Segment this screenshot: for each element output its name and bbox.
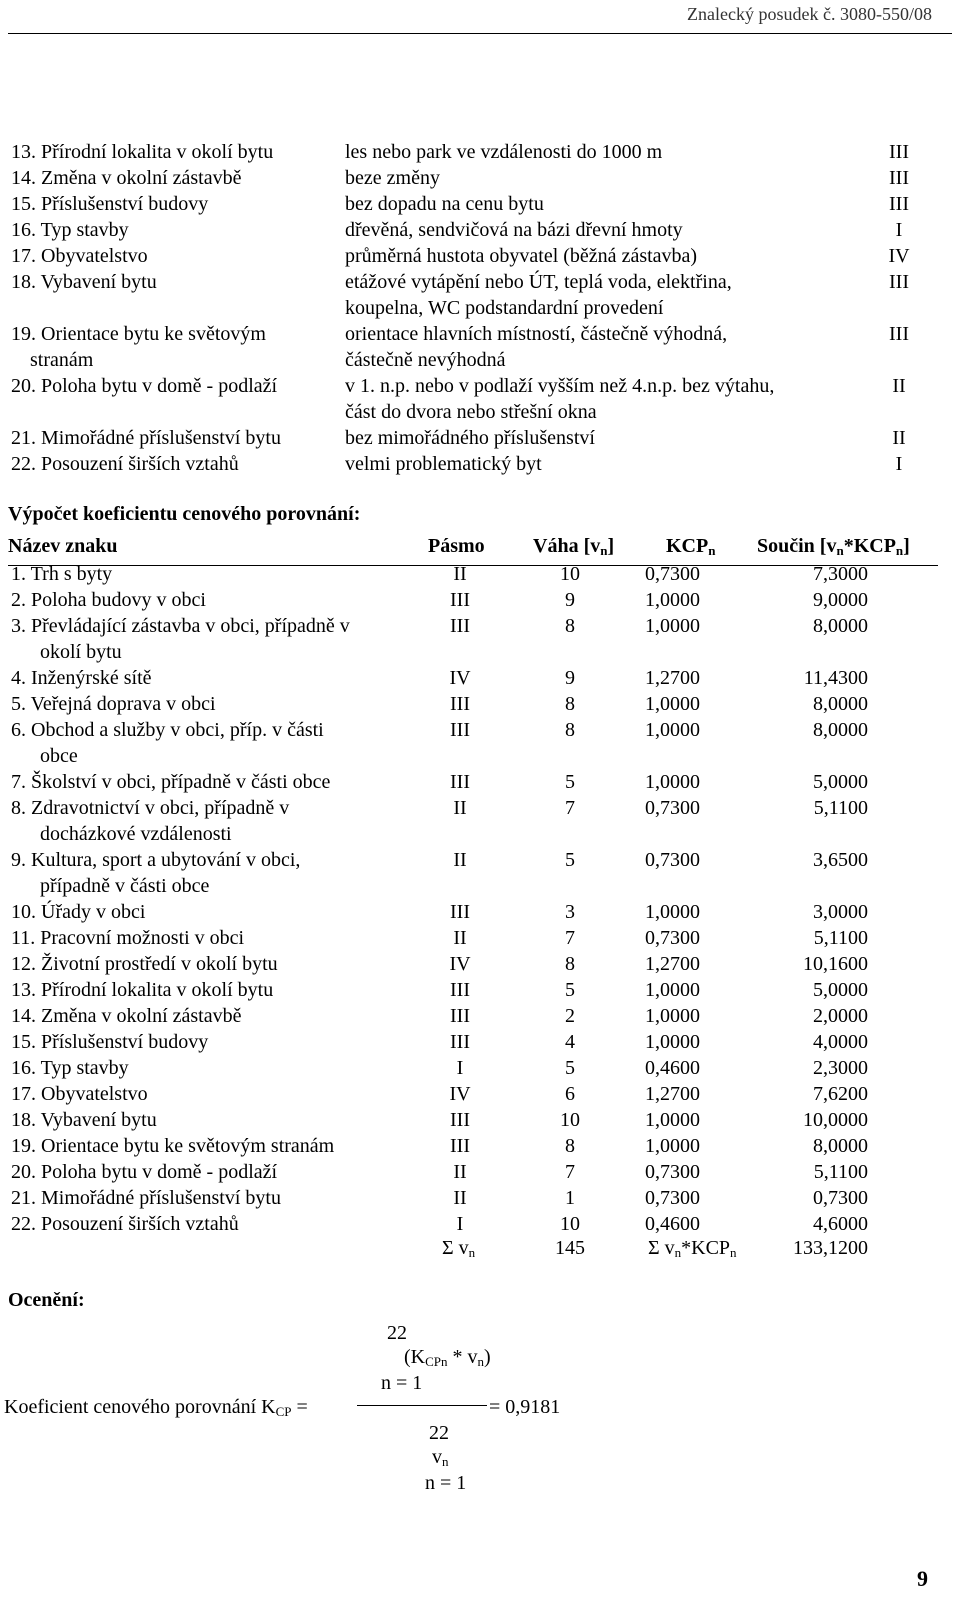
row-product: 3,0000	[813, 901, 868, 923]
row-weight: 10	[560, 563, 580, 585]
row-name: 22. Posouzení širších vztahů	[11, 1213, 239, 1235]
condition-name: 16. Typ stavby	[11, 219, 129, 241]
row-kcp: 0,7300	[645, 927, 700, 949]
row-name: 5. Veřejná doprava v obci	[11, 693, 216, 715]
row-name: 14. Změna v okolní zástavbě	[11, 1005, 242, 1027]
condition-band: III	[889, 167, 909, 189]
valuation-title: Ocenění:	[8, 1289, 85, 1311]
row-band: III	[450, 901, 470, 923]
row-weight: 7	[565, 1161, 575, 1183]
row-product: 5,1100	[813, 1161, 868, 1183]
condition-description: dřevěná, sendvičová na bázi dřevní hmoty	[345, 219, 683, 241]
row-kcp: 1,0000	[645, 979, 700, 1001]
row-name: 7. Školství v obci, případně v části obce	[11, 771, 331, 793]
row-band: II	[453, 797, 467, 819]
row-product: 4,6000	[813, 1213, 868, 1235]
col-kcp-header: $KCP_n$	[666, 535, 716, 558]
row-name: 21. Mimořádné příslušenství bytu	[11, 1187, 281, 1209]
row-name: 16. Typ stavby	[11, 1057, 129, 1079]
row-name: 3. Převládající zástavba v obci, případně v	[11, 615, 350, 637]
row-kcp: 0,4600	[645, 1057, 700, 1079]
row-kcp: 1,0000	[645, 1109, 700, 1131]
row-band: IV	[449, 1083, 471, 1105]
row-weight: 8	[565, 953, 575, 975]
row-product: 5,0000	[813, 771, 868, 793]
row-band: II	[453, 563, 467, 585]
row-kcp: 0,7300	[645, 1161, 700, 1183]
sum-v-value: 145	[555, 1237, 585, 1259]
row-product: 8,0000	[813, 615, 868, 637]
condition-band: IV	[888, 245, 910, 267]
row-band: II	[453, 927, 467, 949]
numerator-expression: $(K_{CPn} * v_n)$	[404, 1346, 491, 1369]
row-band: III	[450, 771, 470, 793]
fraction-line	[357, 1405, 487, 1406]
row-weight: 4	[565, 1031, 575, 1053]
row-band: I	[456, 1213, 464, 1235]
row-band: III	[450, 719, 470, 741]
row-name: 1. Trh s byty	[11, 563, 113, 585]
row-weight: 5	[565, 849, 575, 871]
coefficient-label: Koeficient cenového porovnání $K_{CP}$ =	[4, 1396, 308, 1419]
row-weight: 5	[565, 771, 575, 793]
row-kcp: 0,7300	[645, 849, 700, 871]
condition-description: bez mimořádného příslušenství	[345, 427, 595, 449]
denominator-lower-limit: n = 1	[425, 1472, 467, 1494]
col-band-header: Pásmo	[428, 535, 485, 557]
row-weight: 8	[565, 719, 575, 741]
row-kcp: 1,0000	[645, 1005, 700, 1027]
row-product: 10,0000	[803, 1109, 868, 1131]
row-product: 10,1600	[803, 953, 868, 975]
row-product: 7,6200	[813, 1083, 868, 1105]
sum-vk-value: 133,1200	[793, 1237, 868, 1259]
numerator-upper-limit: 22	[387, 1322, 407, 1344]
row-name: 6. Obchod a služby v obci, příp. v části	[11, 719, 324, 741]
page-number: 9	[917, 1566, 928, 1591]
row-weight: 8	[565, 1135, 575, 1157]
row-weight: 6	[565, 1083, 575, 1105]
coefficient-result: = 0,9181	[489, 1396, 561, 1418]
row-kcp: 1,2700	[645, 1083, 700, 1105]
row-band: II	[453, 1161, 467, 1183]
row-band: III	[450, 615, 470, 637]
row-band: III	[450, 1109, 470, 1131]
condition-band: II	[892, 375, 906, 397]
row-product: 8,0000	[813, 693, 868, 715]
row-band: IV	[449, 953, 471, 975]
row-band: III	[450, 693, 470, 715]
row-kcp: 0,7300	[645, 1187, 700, 1209]
condition-band: III	[889, 271, 909, 293]
row-name: 12. Životní prostředí v okolí bytu	[11, 953, 278, 975]
row-weight: 9	[565, 589, 575, 611]
row-kcp: 1,0000	[645, 693, 700, 715]
row-band: III	[450, 589, 470, 611]
row-weight: 8	[565, 693, 575, 715]
condition-band: I	[895, 219, 903, 241]
condition-description: beze změny	[345, 167, 440, 189]
row-kcp: 0,7300	[645, 563, 700, 585]
condition-band: III	[889, 193, 909, 215]
col-product-header: Součin $[v_n*KCP_n]$	[757, 535, 910, 558]
row-kcp: 0,4600	[645, 1213, 700, 1235]
condition-description: les nebo park ve vzdálenosti do 1000 m	[345, 141, 663, 163]
row-product: 9,0000	[813, 589, 868, 611]
row-name: 15. Příslušenství budovy	[11, 1031, 209, 1053]
condition-description: velmi problematický byt	[345, 453, 542, 475]
row-band: I	[456, 1057, 464, 1079]
col-name-header: Název znaku	[8, 535, 118, 557]
row-name: 10. Úřady v obci	[11, 901, 146, 923]
row-kcp: 0,7300	[645, 797, 700, 819]
row-product: 5,1100	[813, 797, 868, 819]
condition-name-cont: stranám	[30, 349, 94, 371]
condition-name: 17. Obyvatelstvo	[11, 245, 148, 267]
row-kcp: 1,0000	[645, 719, 700, 741]
row-name: 20. Poloha bytu v domě - podlaží	[11, 1161, 278, 1183]
sum-vk-label: Σ $v_n*KCP_n$	[648, 1237, 737, 1260]
condition-description: etážové vytápění nebo ÚT, teplá voda, elektřina,	[345, 271, 732, 293]
row-kcp: 1,0000	[645, 589, 700, 611]
row-kcp: 1,2700	[645, 953, 700, 975]
row-band: III	[450, 979, 470, 1001]
row-kcp: 1,2700	[645, 667, 700, 689]
condition-description: orientace hlavních místností, částečně výhodná,	[345, 323, 728, 345]
row-weight: 3	[565, 901, 575, 923]
row-name-cont: případně v části obce	[40, 875, 210, 897]
row-weight: 1	[565, 1187, 575, 1209]
row-name-cont: obce	[40, 745, 78, 767]
row-product: 7,3000	[813, 563, 868, 585]
row-product: 11,4300	[803, 667, 868, 689]
condition-name: 14. Změna v okolní zástavbě	[11, 167, 242, 189]
row-weight: 5	[565, 1057, 575, 1079]
sum-v-label: Σ $v_n$	[442, 1237, 476, 1260]
denominator-upper-limit: 22	[429, 1422, 449, 1444]
row-product: 5,1100	[813, 927, 868, 949]
row-name: 8. Zdravotnictví v obci, případně v	[11, 797, 290, 819]
row-name-cont: okolí bytu	[40, 641, 122, 663]
row-name: 4. Inženýrské sítě	[11, 667, 152, 689]
condition-band: III	[889, 323, 909, 345]
numerator-lower-limit: n = 1	[381, 1372, 423, 1394]
condition-description: průměrná hustota obyvatel (běžná zástavba)	[345, 245, 698, 267]
row-product: 0,7300	[813, 1187, 868, 1209]
row-name: 17. Obyvatelstvo	[11, 1083, 148, 1105]
row-name: 11. Pracovní možnosti v obci	[11, 927, 245, 949]
row-weight: 8	[565, 615, 575, 637]
condition-name: 19. Orientace bytu ke světovým	[11, 323, 266, 345]
row-product: 2,0000	[813, 1005, 868, 1027]
row-weight: 10	[560, 1109, 580, 1131]
row-kcp: 1,0000	[645, 1031, 700, 1053]
row-name: 18. Vybavení bytu	[11, 1109, 157, 1131]
row-name: 13. Přírodní lokalita v okolí bytu	[11, 979, 274, 1001]
row-kcp: 1,0000	[645, 615, 700, 637]
row-name: 9. Kultura, sport a ubytování v obci,	[11, 849, 301, 871]
row-weight: 2	[565, 1005, 575, 1027]
page-header: Znalecký posudek č. 3080-550/08	[687, 4, 932, 24]
row-name-cont: docházkové vzdálenosti	[40, 823, 232, 845]
denominator-expression: $v_n$	[432, 1446, 449, 1469]
row-weight: 5	[565, 979, 575, 1001]
row-kcp: 1,0000	[645, 771, 700, 793]
row-band: III	[450, 1005, 470, 1027]
condition-description: v 1. n.p. nebo v podlaží vyšším než 4.n.p. bez výtahu,	[345, 375, 775, 397]
row-kcp: 1,0000	[645, 1135, 700, 1157]
condition-name: 22. Posouzení širších vztahů	[11, 453, 239, 475]
row-kcp: 1,0000	[645, 901, 700, 923]
condition-description-cont: koupelna, WC podstandardní provedení	[345, 297, 664, 319]
row-band: III	[450, 1031, 470, 1053]
row-band: II	[453, 849, 467, 871]
calc-title: Výpočet koeficientu cenového porovnání:	[8, 503, 361, 525]
condition-name: 15. Příslušenství budovy	[11, 193, 209, 215]
row-weight: 10	[560, 1213, 580, 1235]
row-band: IV	[449, 667, 471, 689]
condition-name: 18. Vybavení bytu	[11, 271, 157, 293]
condition-description-cont: částečně nevýhodná	[345, 349, 506, 371]
condition-name: 13. Přírodní lokalita v okolí bytu	[11, 141, 274, 163]
condition-band: I	[895, 453, 903, 475]
col-weight-header: Váha $[v_n]$	[533, 535, 615, 558]
row-product: 2,3000	[813, 1057, 868, 1079]
header-rule	[8, 33, 952, 34]
row-product: 8,0000	[813, 719, 868, 741]
condition-description-cont: část do dvora nebo střešní okna	[345, 401, 597, 423]
row-band: II	[453, 1187, 467, 1209]
row-name: 19. Orientace bytu ke světovým stranám	[11, 1135, 335, 1157]
condition-description: bez dopadu na cenu bytu	[345, 193, 544, 215]
condition-band: III	[889, 141, 909, 163]
row-weight: 7	[565, 927, 575, 949]
condition-band: II	[892, 427, 906, 449]
condition-name: 20. Poloha bytu v domě - podlaží	[11, 375, 278, 397]
row-product: 5,0000	[813, 979, 868, 1001]
row-weight: 9	[565, 667, 575, 689]
row-product: 8,0000	[813, 1135, 868, 1157]
row-product: 4,0000	[813, 1031, 868, 1053]
condition-name: 21. Mimořádné příslušenství bytu	[11, 427, 281, 449]
row-band: III	[450, 1135, 470, 1157]
row-product: 3,6500	[813, 849, 868, 871]
row-name: 2. Poloha budovy v obci	[11, 589, 206, 611]
row-weight: 7	[565, 797, 575, 819]
